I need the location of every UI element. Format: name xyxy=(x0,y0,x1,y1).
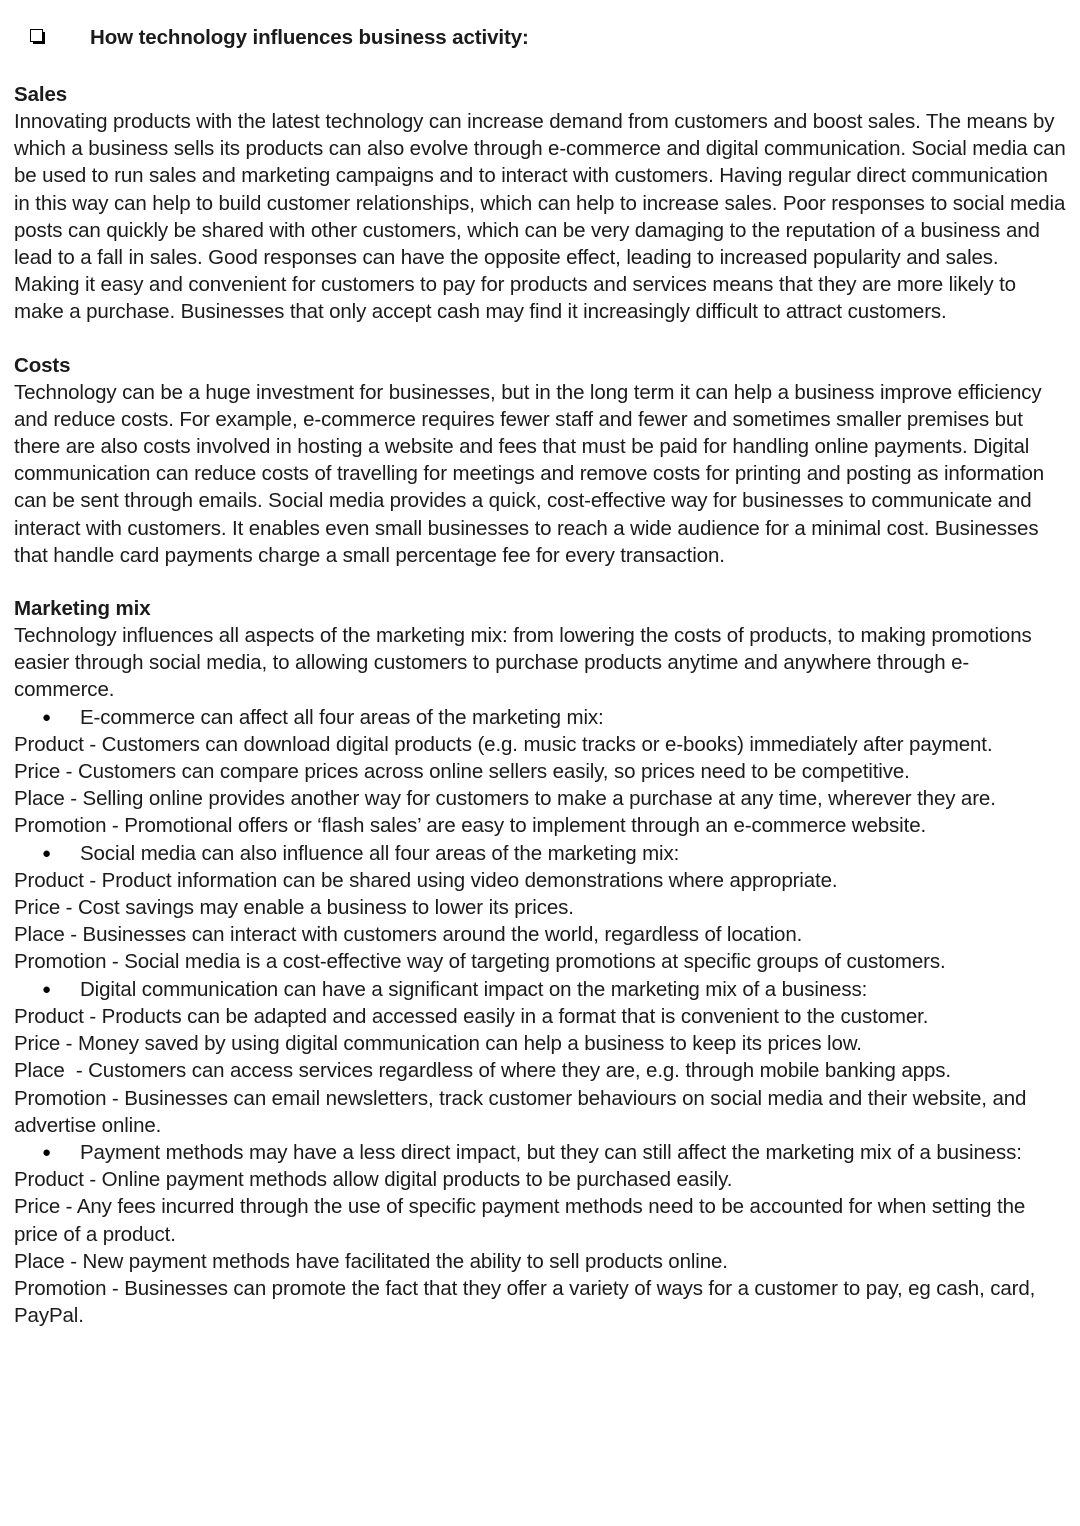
bullet-item xyxy=(14,704,1066,731)
bullet-group-social-media xyxy=(14,840,1066,976)
bullet-label: E-commerce can affect all four areas of the marketing mix: xyxy=(80,705,604,729)
subline-product: Product - Product information can be shared using video demonstrations where appropriate. xyxy=(14,868,838,892)
bullet-item xyxy=(14,840,1066,867)
section-sales xyxy=(14,81,1072,326)
bullet-label: Payment methods may have a less direct impact, but they can still affect the marketing mix of a business: xyxy=(80,1140,1022,1164)
bullet-sublines xyxy=(14,731,1066,840)
page-title: How technology influences business activity: xyxy=(90,26,529,49)
bullet-dot-icon: ● xyxy=(42,1143,51,1161)
section-body-sales: Innovating products with the latest technology can increase demand from customers and boost sales. The means by which a business sells its products can also evolve through e-commerce and digital communication. Social media can be used to run sales and marketing campaigns and to interact with customers. Having regular direct communication in this way can help to build customer relationships, which can help to increase sales. Poor responses to social media posts can quickly be shared with other customers, which can be very damaging to the reputation of a business and lead to a fall in sales. Good responses can have the opposite effect, leading to increased popularity and sales. Making it easy and convenient for customers to pay for products and services means that they are more likely to make a purchase. Businesses that only accept cash may find it increasingly difficult to attract customers. xyxy=(14,110,1072,324)
bullet-group-ecommerce xyxy=(14,704,1066,840)
bullet-sublines xyxy=(14,867,1066,976)
bullet-label: Digital communication can have a significant impact on the marketing mix of a business: xyxy=(80,977,868,1001)
bullet-item xyxy=(14,976,1066,1003)
subline-promotion: Promotion - Social media is a cost-effective way of targeting promotions at specific groups of customers. xyxy=(14,950,946,974)
bullet-dot-icon: ● xyxy=(42,708,51,726)
subline-product: Product - Customers can download digital products (e.g. music tracks or e-books) immediately after payment. xyxy=(14,732,993,756)
subline-place: Place - Selling online provides another way for customers to make a purchase at any time, wherever they are. xyxy=(14,787,996,811)
subline-place: Place - Businesses can interact with customers around the world, regardless of location. xyxy=(14,923,803,947)
subline-price: Price - Cost savings may enable a business to lower its prices. xyxy=(14,896,574,920)
subline-place: Place - Customers can access services regardless of where they are, e.g. through mobile banking apps. xyxy=(14,1059,951,1083)
subline-price: Price - Money saved by using digital communication can help a business to keep its prices low. xyxy=(14,1032,862,1056)
bullet-item xyxy=(14,1139,1066,1166)
bullet-group-payment-methods xyxy=(14,1139,1066,1329)
subline-price: Price - Customers can compare prices across online sellers easily, so prices need to be competitive. xyxy=(14,760,910,784)
bullet-label: Social media can also influence all four areas of the marketing mix: xyxy=(80,841,680,865)
section-heading-sales: Sales xyxy=(14,83,68,106)
bullet-sublines xyxy=(14,1166,1066,1329)
subline-place: Place - New payment methods have facilitated the ability to sell products online. xyxy=(14,1249,728,1273)
bullet-dot-icon: ● xyxy=(42,844,51,862)
section-body-marketing-mix: Technology influences all aspects of the marketing mix: from lowering the costs of products, to making promotions easier through social media, to allowing customers to purchase products anytime and anywhere through e-commerce. xyxy=(14,624,1038,702)
bullet-group-digital-communication xyxy=(14,976,1066,1139)
bullet-sublines xyxy=(14,1003,1066,1139)
section-heading-marketing-mix: Marketing mix xyxy=(14,597,151,621)
shadowed-square-bullet-icon xyxy=(30,24,52,51)
section-body-costs: Technology can be a huge investment for businesses, but in the long term it can help a business improve efficiency and reduce costs. For example, e-commerce requires fewer staff and fewer and sometimes smaller premises but there are also costs involved in hosting a website and fees that must be paid for handling online payments. Digital communication can reduce costs of travelling for meetings and remove costs for printing and posting as information can be sent through emails. Social media provides a quick, cost-effective way for businesses to communicate and interact with customers. It enables even small businesses to reach a wide audience for a minimal cost. Businesses that handle card payments charge a small percentage fee for every transaction. xyxy=(14,380,1050,567)
section-heading-costs: Costs xyxy=(14,353,71,377)
subline-promotion: Promotion - Businesses can promote the fact that they offer a variety of ways for a customer to pay, eg cash, card, PayPal. xyxy=(14,1276,1041,1328)
bullet-dot-icon: ● xyxy=(42,980,51,998)
subline-price: Price - Any fees incurred through the use of specific payment methods need to be accounted for when setting the price of a product. xyxy=(14,1195,1031,1246)
subline-promotion: Promotion - Promotional offers or ‘flash sales’ are easy to implement through an e-commerce website. xyxy=(14,814,927,838)
subline-product: Product - Online payment methods allow digital products to be purchased easily. xyxy=(14,1168,733,1192)
section-costs xyxy=(14,352,1066,569)
document-heading-row xyxy=(14,16,1066,51)
subline-product: Product - Products can be adapted and accessed easily in a format that is convenient to the customer. xyxy=(14,1004,929,1028)
section-marketing-mix xyxy=(14,595,1066,1329)
subline-promotion: Promotion - Businesses can email newsletters, track customer behaviours on social media and their website, and advertise online. xyxy=(14,1086,1032,1137)
